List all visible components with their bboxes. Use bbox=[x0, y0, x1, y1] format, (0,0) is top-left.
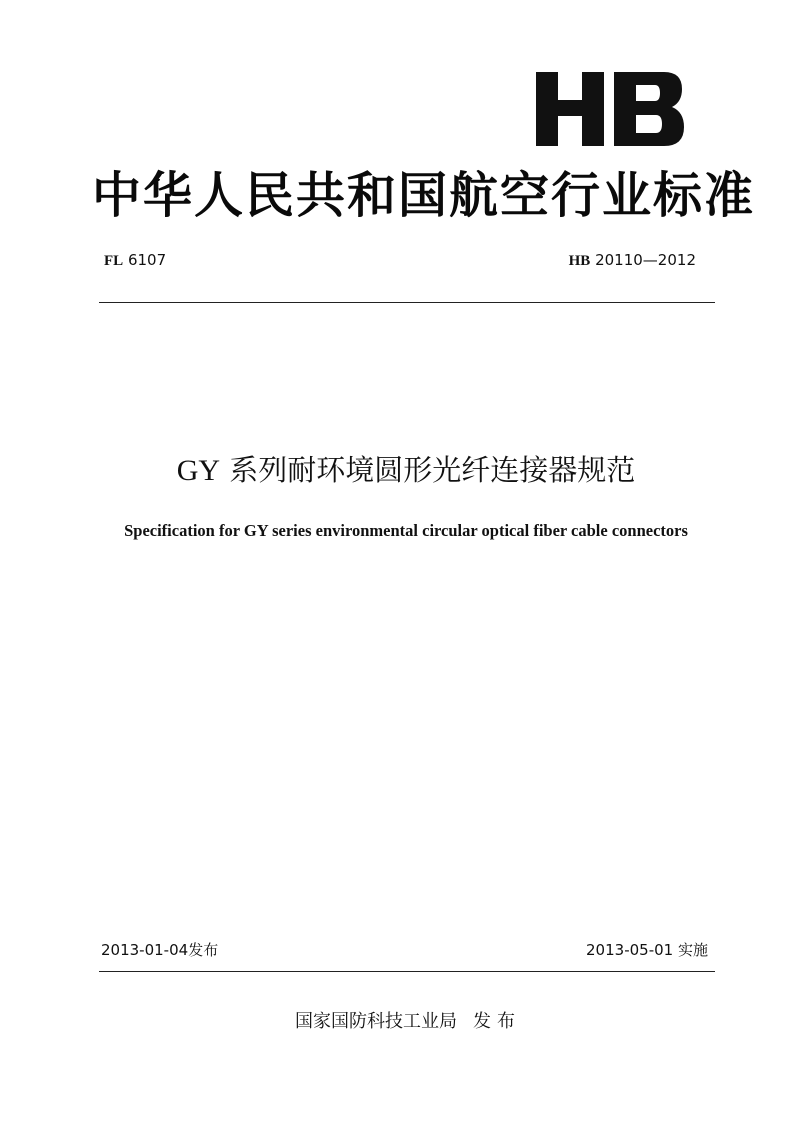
hb-logo bbox=[536, 72, 684, 146]
document-title-zh bbox=[0, 450, 800, 491]
classification-value: 6107 bbox=[127, 251, 167, 269]
implementation-date-label: 实施 bbox=[677, 941, 708, 959]
bottom-divider bbox=[99, 971, 715, 972]
top-divider bbox=[99, 302, 715, 303]
issue-date-label: 发布 bbox=[188, 941, 219, 959]
standard-value: 20110—2012 bbox=[595, 251, 696, 269]
standard-number bbox=[569, 250, 696, 271]
issue-date-value: 2013-01-04 bbox=[101, 941, 189, 959]
title-zh-text: 系列耐环境圆形光纤连接器规范 bbox=[229, 453, 636, 487]
implementation-date bbox=[586, 940, 708, 960]
publisher-name: 国家国防科技工业局 bbox=[295, 1011, 457, 1032]
classification-number bbox=[104, 250, 166, 271]
document-title-en: Specification for GY series environmental circular optical fiber cable connectors bbox=[124, 521, 688, 540]
publisher-line bbox=[0, 1010, 800, 1034]
title-zh-prefix: GY bbox=[176, 454, 221, 487]
hb-logo-mark bbox=[536, 72, 684, 146]
issuer-title: 中华人民共和国航空行业标准 bbox=[92, 167, 756, 224]
issue-date bbox=[101, 940, 218, 960]
implementation-date-value: 2013-05-01 bbox=[586, 941, 674, 959]
standard-code: HB bbox=[568, 253, 591, 269]
classification-code: FL bbox=[104, 253, 124, 269]
publisher-action: 发布 bbox=[473, 1011, 521, 1032]
